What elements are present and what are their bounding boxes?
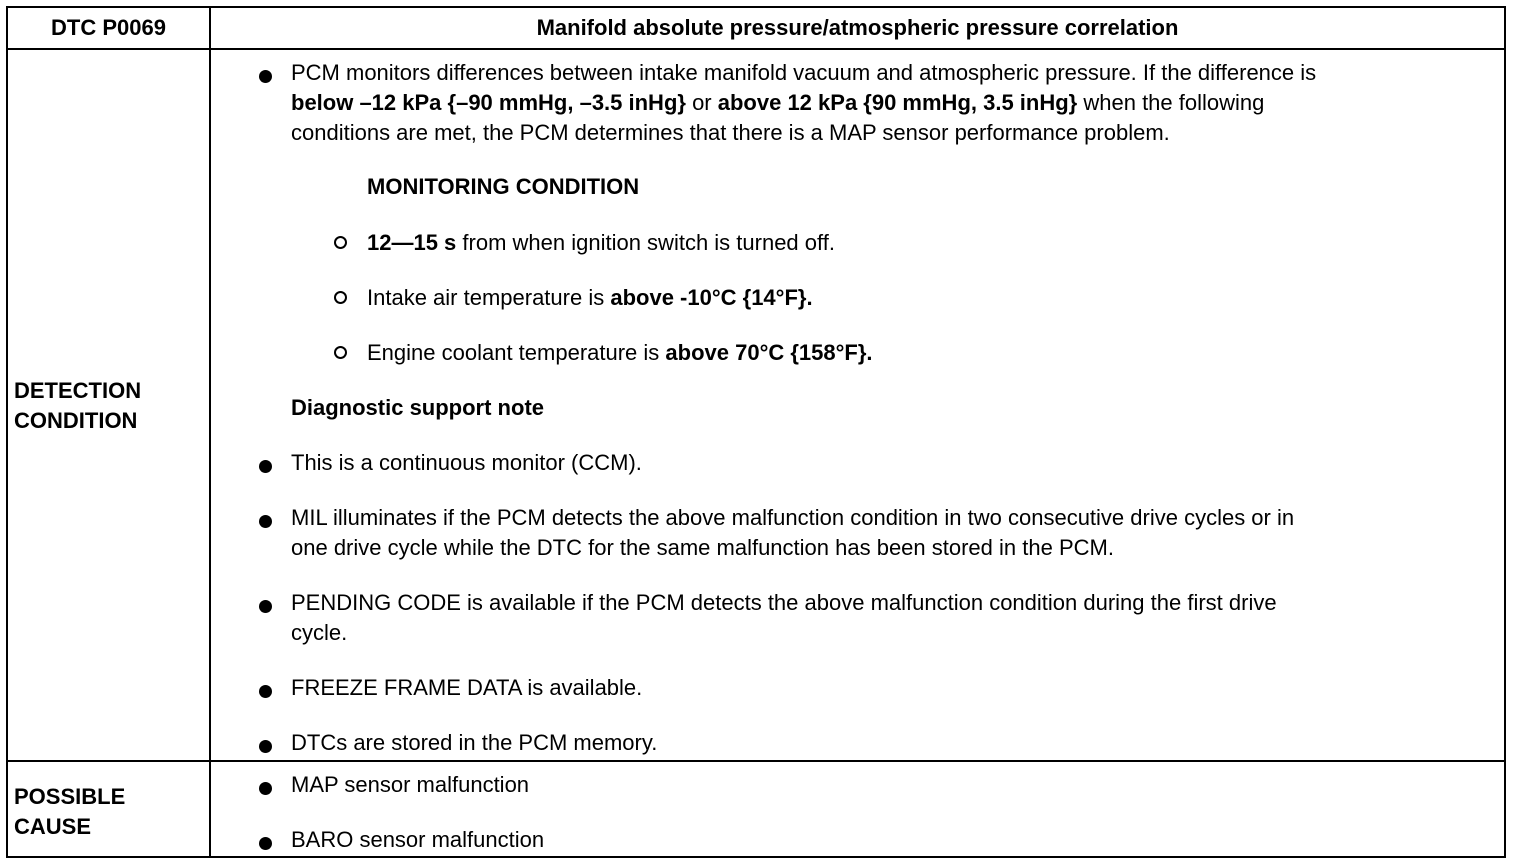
- detection-condition-label: DETECTION CONDITION: [14, 378, 142, 433]
- bullet-icon: [259, 740, 272, 753]
- possible-cause-label: POSSIBLE CAUSE: [14, 784, 126, 839]
- bullet-icon: [259, 685, 272, 698]
- bullet-icon: [259, 837, 272, 850]
- cause-item: MAP sensor malfunction: [291, 772, 530, 797]
- circle-bullet-icon: [334, 236, 347, 249]
- row-divider: [8, 760, 1504, 762]
- header-divider: [8, 48, 1504, 50]
- bullet-icon: [259, 460, 272, 473]
- circle-bullet-icon: [334, 291, 347, 304]
- condition-item: Engine coolant temperature is above 70°C {158°F}.: [367, 340, 873, 365]
- monitoring-condition-heading: MONITORING CONDITION: [367, 174, 640, 199]
- note-item: PENDING CODE is available if the PCM detects the above malfunction condition during the first drive cycle.: [291, 590, 1277, 645]
- condition-item: Intake air temperature is above -10°C {14°F}.: [367, 285, 813, 310]
- cause-item: BARO sensor malfunction: [291, 827, 545, 852]
- dtc-code-header: DTC P0069: [51, 15, 166, 40]
- bullet-icon: [259, 515, 272, 528]
- support-note-heading: Diagnostic support note: [291, 395, 544, 420]
- note-item: FREEZE FRAME DATA is available.: [291, 675, 643, 700]
- intro-paragraph: PCM monitors differences between intake manifold vacuum and atmospheric pressure. If the difference is below –12 kPa {–90 mmHg, –3.5 inHg} or above 12 kPa {90 mmHg, 3.5 inHg} when the following conditions are met, the PCM determines that there is a MAP sensor performance problem.: [291, 60, 1317, 145]
- bullet-icon: [259, 600, 272, 613]
- note-item: MIL illuminates if the PCM detects the above malfunction condition in two consecutive drive cycles or in one drive cycle while the DTC for the same malfunction has been stored in the PCM.: [291, 505, 1295, 560]
- note-item: This is a continuous monitor (CCM).: [291, 450, 642, 475]
- circle-bullet-icon: [334, 346, 347, 359]
- note-item: DTCs are stored in the PCM memory.: [291, 730, 658, 755]
- dtc-table: [6, 6, 1506, 858]
- column-divider: [209, 8, 211, 856]
- bullet-icon: [259, 782, 272, 795]
- dtc-title-header: Manifold absolute pressure/atmospheric pressure correlation: [536, 15, 1179, 40]
- condition-item: 12—15 s from when ignition switch is turned off.: [367, 230, 835, 255]
- bullet-icon: [259, 70, 272, 83]
